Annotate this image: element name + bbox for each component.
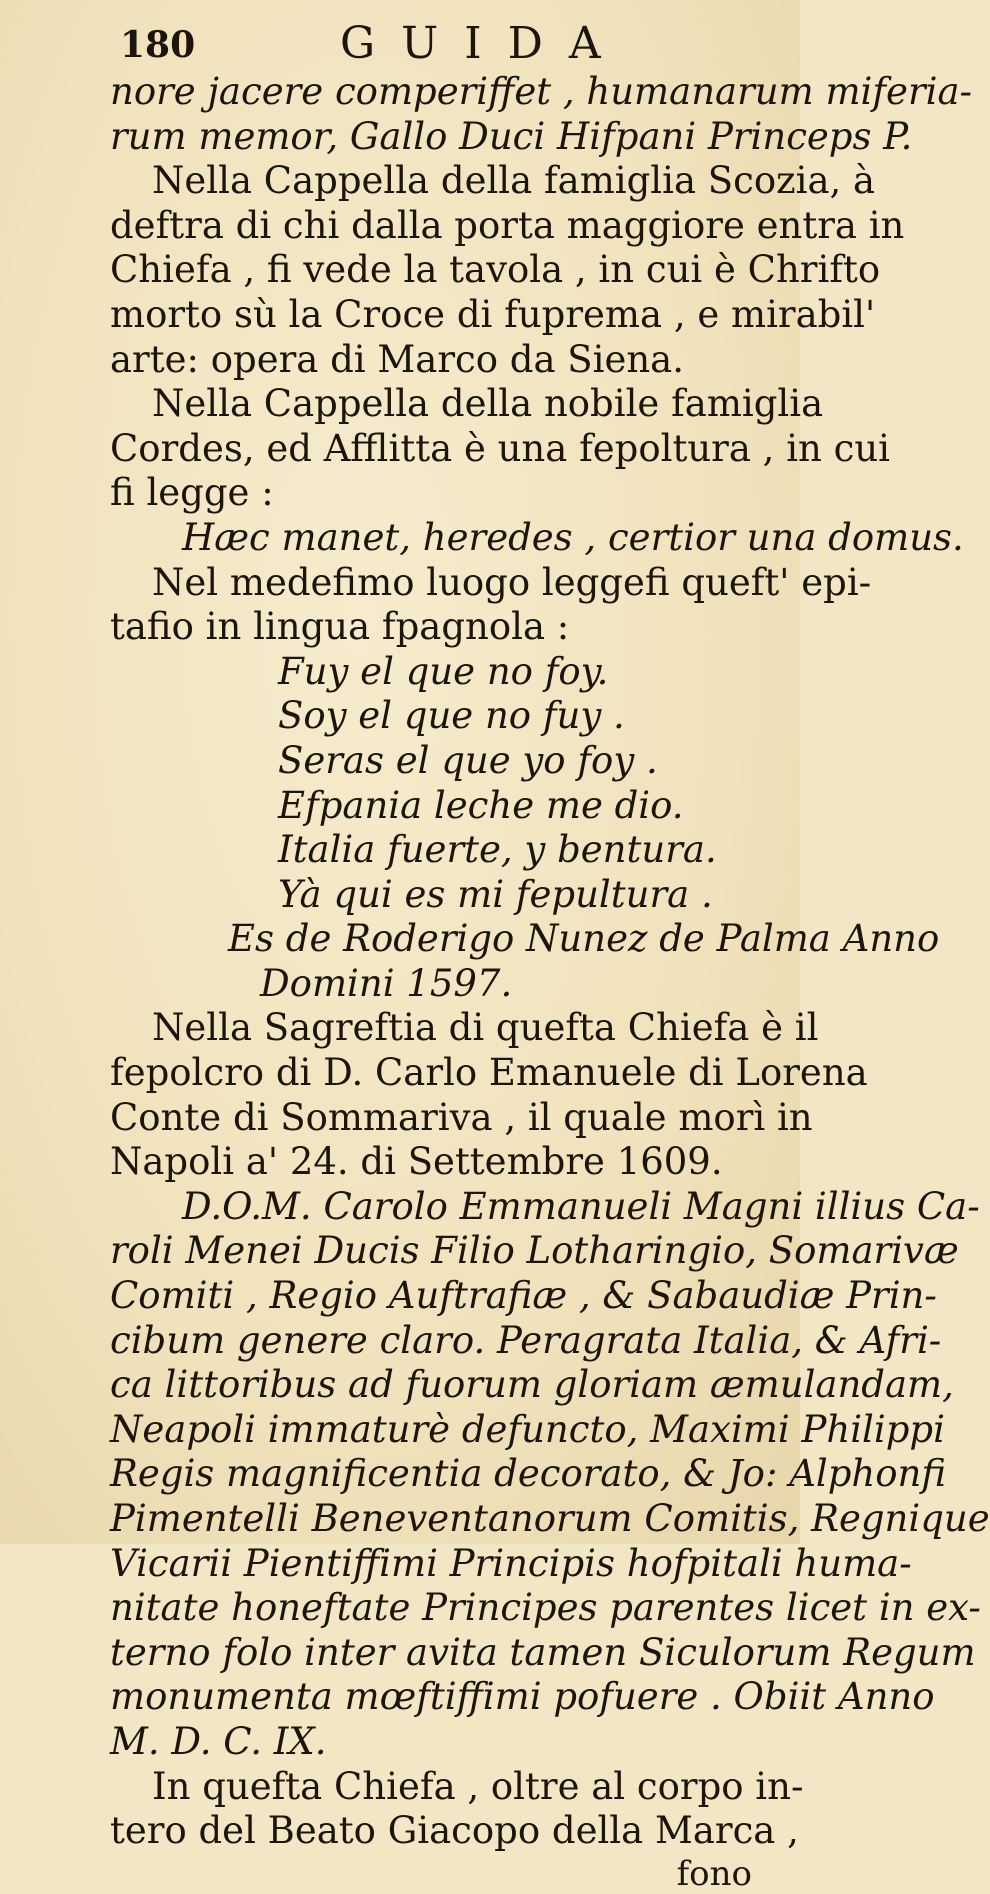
text-line: Nella Cappella della famiglia Scozia, à — [152, 159, 876, 203]
text-line: Neapoli immaturè defuncto, Maximi Philippi — [110, 1407, 945, 1451]
text-line: arte: opera di Marco da Siena. — [110, 337, 685, 381]
text-line: Napoli a' 24. di Settembre 1609. — [110, 1140, 723, 1184]
text-line: Efpania leche me dio. — [278, 783, 684, 827]
text-line: Comiti , Regio Auftrafiæ , & Sabaudiæ Prin- — [110, 1274, 937, 1318]
text-line: Fuy el que no foy. — [278, 649, 609, 693]
text-line: Vicarii Pientiffimi Principis hofpitali huma- — [110, 1541, 912, 1585]
text-line: rum memor, Gallo Duci Hifpani Princeps P. — [110, 114, 913, 158]
text-line: roli Menei Ducis Filio Lotharingio, Somarivæ — [110, 1229, 959, 1273]
text-line: ca littoribus ad fuorum gloriam æmulandam, — [110, 1363, 954, 1407]
text-line: Nel medefimo luogo leggefi queft' epi- — [152, 560, 872, 604]
text-line: tafio in lingua fpagnola : — [110, 605, 570, 649]
text-line: In quefta Chiefa , oltre al corpo in- — [152, 1764, 804, 1808]
text-line: Regis magnificentia decorato, & Jo: Alphonfi — [110, 1452, 947, 1496]
page-number: 180 — [120, 24, 196, 66]
text-line: terno folo inter avita tamen Siculorum Regum — [110, 1630, 976, 1674]
text-line: nore jacere comperiffet , humanarum miferia- — [110, 70, 973, 113]
running-title: GUIDA — [340, 18, 627, 69]
text-line: monumenta mœftiffimi pofuere . Obiit Anno — [110, 1675, 935, 1719]
text-line: tero del Beato Giacopo della Marca , — [110, 1809, 799, 1853]
text-line: deftra di chi dalla porta maggiore entra in — [110, 203, 905, 247]
text-line: Domini 1597. — [260, 961, 513, 1005]
text-line: D.O.M. Carolo Emmanueli Magni illius Ca- — [182, 1184, 980, 1228]
text-line: nitate honeftate Principes parentes licet in ex- — [110, 1586, 981, 1630]
text-line: Nella Cappella della nobile famiglia — [152, 382, 824, 426]
text-line: fepolcro di D. Carlo Emanuele di Lorena — [110, 1051, 868, 1095]
text-line: Hæc manet, heredes , certior una domus. — [182, 515, 964, 559]
text-line: Conte di Sommariva , il quale morì in — [110, 1095, 813, 1139]
body-text — [110, 70, 990, 1854]
page-header — [110, 18, 760, 70]
text-line: Yà qui es mi fepultura . — [278, 872, 713, 916]
text-line: cibum genere claro. Peragrata Italia, & Afri- — [110, 1318, 942, 1362]
text-line: Italia fuerte, y bentura. — [278, 828, 717, 872]
text-line: Es de Roderigo Nunez de Palma Anno — [228, 917, 940, 961]
text-line: Chiefa , fi vede la tavola , in cui è Chrifto — [110, 248, 881, 292]
text-line: Pimentelli Beneventanorum Comitis, Regnique — [110, 1497, 990, 1540]
catchword: fono — [676, 1853, 752, 1894]
text-line: Seras el que yo foy . — [278, 738, 658, 782]
text-line: Nella Sagreftia di quefta Chiefa è il — [152, 1006, 819, 1050]
text-line: M. D. C. IX. — [110, 1719, 327, 1763]
text-line: morto sù la Croce di fuprema , e mirabil' — [110, 292, 876, 336]
text-line: Cordes, ed Afflitta è una fepoltura , in cui — [110, 426, 890, 470]
text-line: Soy el que no fuy . — [278, 694, 625, 738]
text-line: fi legge : — [110, 471, 274, 515]
